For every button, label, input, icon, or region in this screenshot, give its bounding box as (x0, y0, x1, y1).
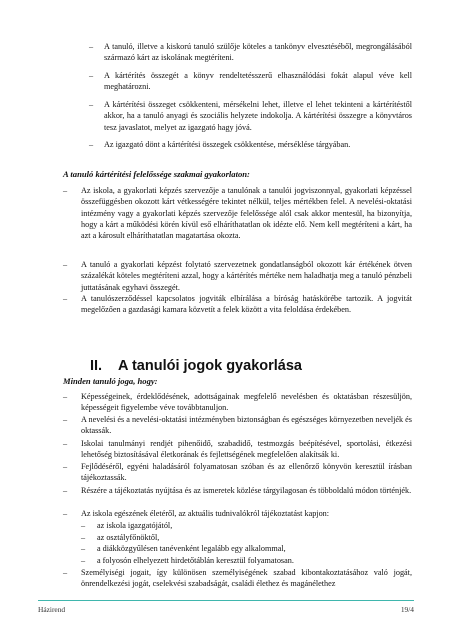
list-dash: – (63, 439, 68, 448)
list-dash: – (81, 533, 86, 542)
liability-item: A tanulószerződéssel kapcsolatos jogviták elbírálása a bíróság hatáskörébe tartozik. A jogvitát megelőzően a gazdasági kamara közvetít a felek között a vita feloldása érdekében. (81, 294, 412, 315)
liability-item: Az iskola, a gyakorlati képzés szervezője a tanulónak a tanulói jogviszonnyal, gyakorlati képzéssel összefüggésben okozott kárt vétkességére tekintet nélkül, teljes mértékben felel. A nevelési-oktatási intézmény vagy a gyakorlati képzés szervezője felelőssége alól csak akkor mentesül, ha bizonyítja, hogy a kárt a működési körén kívül eső elháríthatatlan ok idézte elő. Nem kell megtéríteni a kárt, ha azt a károsult elháríthatatlan magatartása okozta. (81, 186, 412, 241)
section-title: A tanulói jogok gyakorlása (118, 358, 302, 374)
intro-item: A tanuló, illetve a kiskorú tanuló szülője köteles a tankönyv elvesztéséből, megrongálásából származó kárt az iskolának megtéríteni. (104, 42, 412, 63)
list-dash: – (63, 294, 68, 303)
list-dash: – (81, 521, 86, 530)
list-dash: – (63, 415, 68, 424)
footer-divider (38, 600, 414, 601)
info-source-item: a diákközgyűlésen tanévenként legalább egy alkalommal, (97, 544, 286, 553)
list-dash: – (89, 42, 94, 51)
list-dash: – (81, 544, 86, 553)
rights-item: Fejlődéséről, egyéni haladásáról folyamatosan szóban és az ellenőrző könyvön keresztül írásban tájékoztassák. (81, 462, 412, 483)
list-dash: – (63, 392, 68, 401)
list-dash: – (63, 509, 68, 518)
list-dash: – (63, 260, 68, 269)
list-dash: – (63, 568, 68, 577)
intro-item: Az igazgató dönt a kártérítési összegek csökkentése, mérséklése tárgyában. (104, 140, 351, 149)
info-source-item: a folyosón elhelyezett hirdetőtáblán keresztül folyamatosan. (97, 556, 294, 565)
rights-item: Az iskola egészének életéről, az aktuális tudnivalókról tájékoztatást kapjon: (81, 509, 330, 518)
list-dash: – (89, 140, 94, 149)
rights-heading: Minden tanuló joga, hogy: (63, 376, 158, 386)
list-dash: – (89, 71, 94, 80)
section-heading (90, 358, 302, 374)
list-dash: – (81, 556, 86, 565)
liability-heading: A tanuló kártérítési felelőssége szakmai gyakorlaton: (63, 169, 250, 179)
list-dash: – (63, 186, 68, 195)
intro-item: A kártérítés összegét a könyv rendeltetésszerű elhasználódási fokát alapul véve kell meghatározni. (104, 71, 412, 92)
list-dash: – (63, 486, 68, 495)
info-source-item: az iskola igazgatójától, (97, 521, 173, 530)
liability-item: A tanuló a gyakorlati képzést folytató szervezetnek gondatlanságból okozott kár értékének ötven százalékát köteles megtéríteni azzal, hogy a kártérítés mértéke nem haladhatja meg a tanuló pénzbeli juttatásának egyhavi összegét. (81, 260, 412, 292)
rights-item: Képességeinek, érdeklődésének, adottságainak megfelelő nevelésben és oktatásban részesüljön, képességeit figyelembe véve továbbtanuljon. (81, 392, 412, 413)
rights-item: Részére a tájékoztatás nyújtása és az ismeretek közlése tárgyilagosan és többoldalú módon történjék. (81, 486, 412, 495)
list-dash: – (89, 100, 94, 109)
footer-document-name: Házirend (38, 605, 66, 614)
section-number: II. (90, 358, 103, 374)
intro-item: A kártérítési összeget csökkenteni, mérsékelni lehet, illetve el lehet tekinteni a kártérítéstől akkor, ha a tanuló anyagi és szociális helyzete indokolja. A kártérítési összegre a könyvtáros tesz javaslatot, melyet az igazgató hagy jóvá. (104, 100, 412, 132)
rights-item: Iskolai tanulmányi rendjét pihenőidő, szabadidő, testmozgás beépítésével, sportolási, étkezési lehetőség biztosításával életkorának és fejlettségének megfelelően alakítsák ki. (81, 439, 412, 460)
info-source-item: az osztályfőnöktől, (97, 533, 160, 542)
list-dash: – (63, 462, 68, 471)
footer-page-number: 19/4 (400, 605, 414, 614)
rights-item: Személyiségi jogait, így különösen személyiségének szabad kibontakoztatásához való jogát, önrendelkezési jogát, cselekvési szabadságát, családi élethez és magánélethez (81, 568, 412, 589)
rights-item: A nevelési és a nevelési-oktatási intézményben biztonságban és egészséges környezetben neveljék és oktassák. (81, 415, 412, 436)
